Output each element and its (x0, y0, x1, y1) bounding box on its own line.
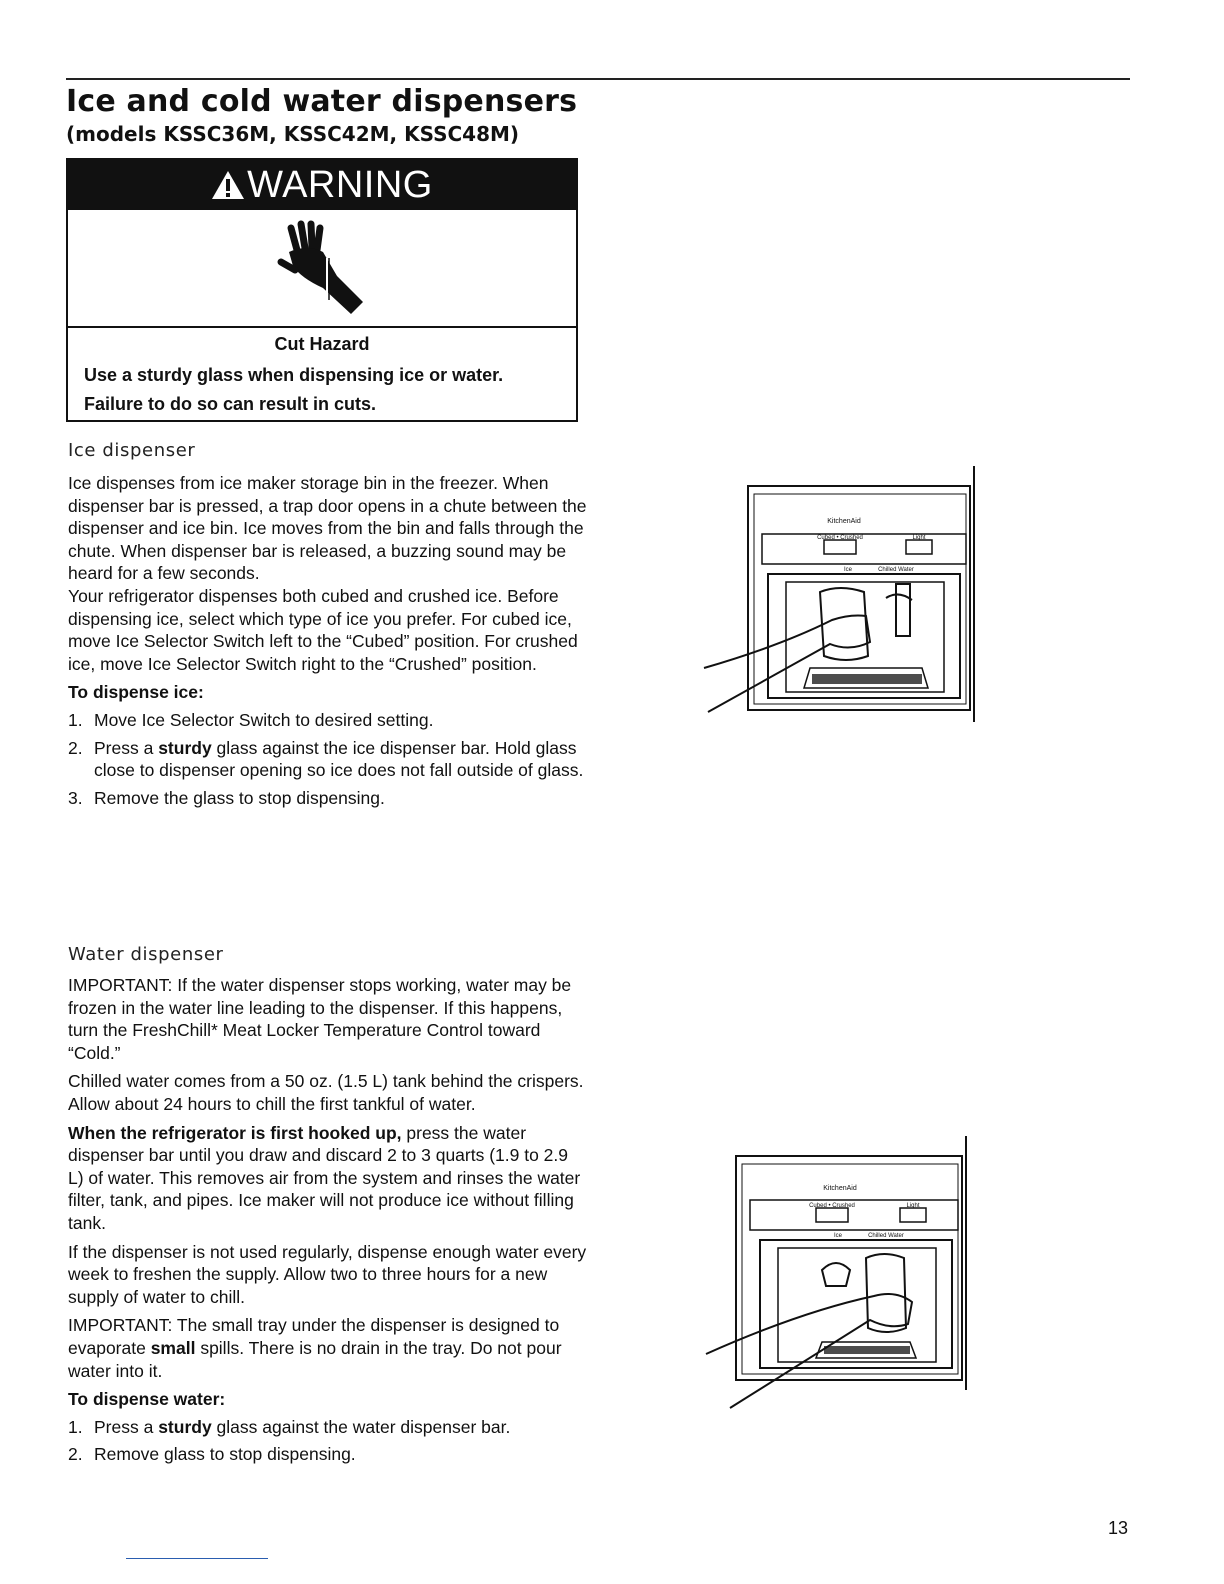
ice-dispenser-illustration (700, 466, 990, 726)
water-important-2: IMPORTANT: The small tray under the dispenser is designed to evaporate small spills. There is no drain in the tray. Do not pour water into it. (68, 1315, 562, 1381)
ice-fig-left-label: Ice (843, 567, 853, 573)
ice-dispenser-heading: Ice dispenser (68, 440, 196, 461)
water-dispenser-heading: Water dispenser (68, 944, 224, 965)
list-item: 2. Remove glass to stop dispensing. (68, 1444, 356, 1465)
warning-text (68, 328, 576, 415)
page-subtitle: (models KSSC36M, KSSC42M, KSSC48M) (66, 122, 520, 146)
water-fig-right-label: Chilled Water (868, 1233, 904, 1239)
water-steps-title: To dispense water: (68, 1389, 226, 1410)
water-important-1: IMPORTANT: If the water dispenser stops working, water may be frozen in the water line leading to the dispenser. If this happens, turn the FreshChill* Meat Locker Temperature Control toward “Cold.” (68, 975, 572, 1063)
ice-dispenser-section (68, 472, 588, 809)
ice-fig-right-label: Chilled Water (878, 567, 914, 573)
water-paragraph-4: If the dispenser is not used regularly, dispense enough water every week to freshen the supply. Allow two to three hours for a new supply of water to chill. (68, 1241, 587, 1307)
water-paragraph-2: Chilled water comes from a 50 oz. (1.5 L) tank behind the crispers. Allow about 24 hours to chill the first tankful of water. (68, 1071, 584, 1114)
ice-paragraph-2: Your refrigerator dispenses both cubed and crushed ice. Before dispensing ice, select which type of ice you prefer. For cubed ice, move Ice Selector Switch left to the “Cubed” position. For crushed ice, move Ice Selector Switch right to the “Crushed” position. (68, 585, 578, 674)
ice-steps-title: To dispense ice: (68, 682, 204, 703)
list-item: 3. Remove the glass to stop dispensing. (68, 787, 385, 808)
water-steps-list (68, 1416, 588, 1466)
water-fig-light-label: Light (906, 1203, 920, 1209)
warning-line-1: Use a sturdy glass when dispensing ice or water. (84, 365, 504, 385)
warning-line-2: Failure to do so can result in cuts. (84, 394, 377, 414)
list-item: 1. Move Ice Selector Switch to desired setting. (68, 709, 434, 730)
warning-label: WARNING (247, 163, 433, 206)
ice-paragraph-1: Ice dispenses from ice maker storage bin in the freezer. When dispenser bar is pressed, a trap door opens in a chute between the dispenser and ice bin. Ice moves from the bin and falls through the chute. When dispenser bar is released, a buzzing sound may be heard for a few seconds. (68, 473, 587, 584)
water-dispenser-section (68, 974, 588, 1466)
top-rule (66, 78, 1130, 80)
water-paragraph-3: When the refrigerator is first hooked up, press the water dispenser bar until you draw and discard 2 to 3 quarts (1.9 to 2.9 L) of water. This removes air from the system and rinses the water filter, tank, and pipes. Ice maker will not produce ice without filling tank. (68, 1122, 581, 1233)
water-fig-switch-label: Cubed • Crushed (809, 1203, 855, 1209)
water-dispenser-illustration (700, 1136, 990, 1416)
hazard-title: Cut Hazard (274, 334, 370, 354)
warning-box (66, 158, 578, 422)
ice-fig-switch-label: Cubed • Crushed (817, 535, 863, 541)
page-number: 13 (1108, 1518, 1129, 1538)
ice-fig-brand: KitchenAid (827, 518, 861, 525)
warning-header (68, 160, 576, 210)
cut-hazard-hand-icon (267, 218, 377, 318)
warning-triangle-icon (211, 170, 245, 200)
water-fig-left-label: Ice (833, 1233, 843, 1239)
warning-pictogram (68, 210, 576, 328)
bottom-link-rule (126, 1558, 268, 1559)
ice-fig-light-label: Light (912, 535, 926, 541)
page-title: Ice and cold water dispensers (66, 84, 578, 119)
ice-steps-list (68, 709, 588, 809)
list-item: 1. Press a sturdy glass against the water dispenser bar. (68, 1416, 511, 1437)
list-item: 2. Press a sturdy glass against the ice dispenser bar. Hold glass close to dispenser opening so ice does not fall outside of glass. (68, 737, 584, 781)
water-fig-brand: KitchenAid (823, 1185, 857, 1192)
